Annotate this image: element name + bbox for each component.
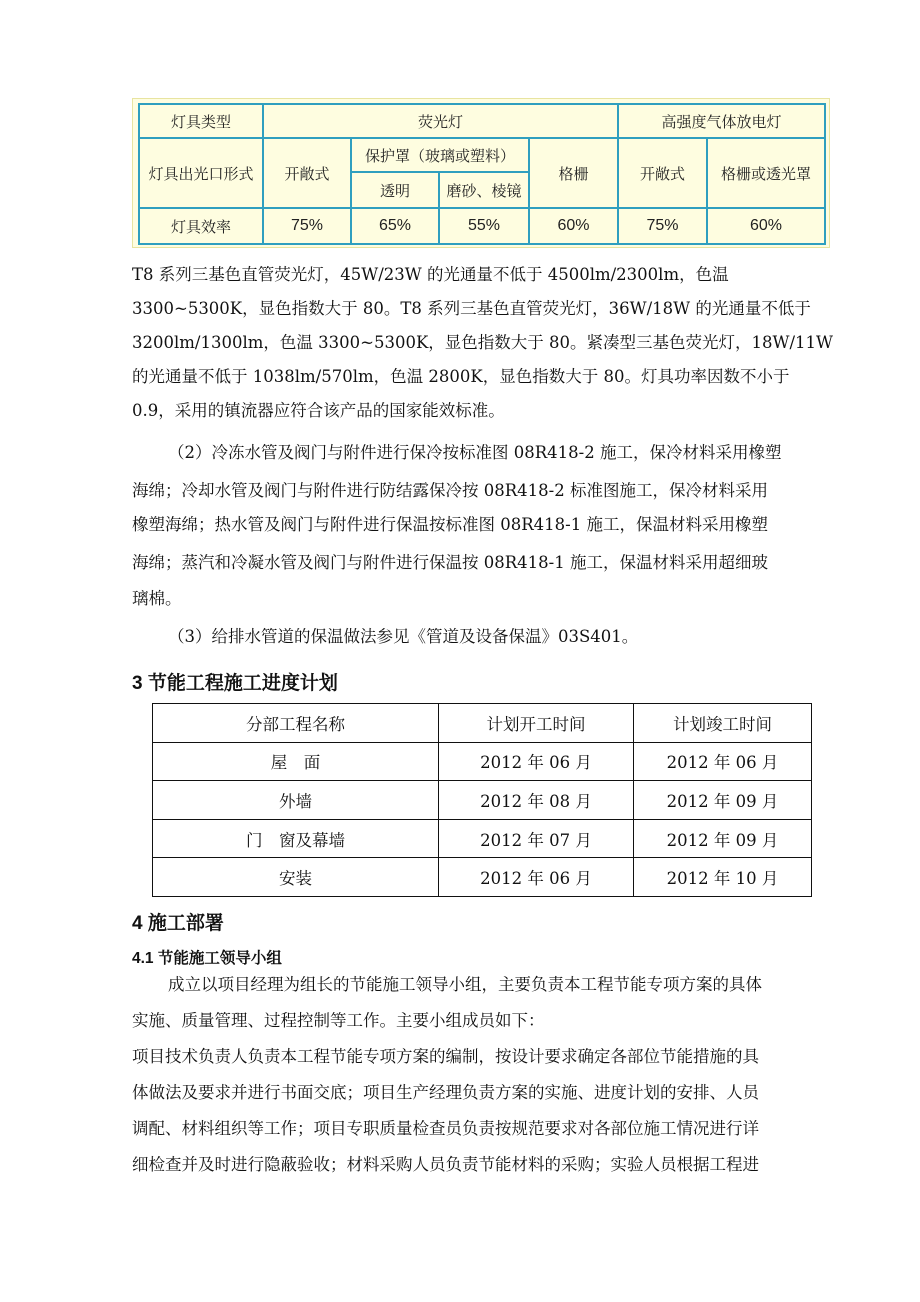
t8-line: 的光通量不低于 1038lm/570lm，色温 2800K，显色指数大于 80。灯具功率因数不小于 — [132, 367, 790, 386]
schedule-header: 计划开工时间 — [439, 704, 634, 743]
duty-line: 体做法及要求并进行书面交底；项目生产经理负责方案的实施、进度计划的安排、人员 — [132, 1083, 759, 1102]
schedule-table — [152, 703, 812, 897]
t8-line: T8 系列三基色直管荧光灯，45W/23W 的光通量不低于 4500lm/2300lm，色温 — [132, 265, 729, 284]
efficiency-value: 75% — [618, 208, 707, 244]
grille-or-cover-header: 格栅或透光罩 — [707, 138, 825, 208]
t8-line: 0.9，采用的镇流器应符合该产品的国家能效标准。 — [132, 401, 505, 420]
grille-header: 格栅 — [529, 138, 618, 208]
schedule-cell: 屋 面 — [153, 742, 439, 781]
lamp-efficiency-table-image — [132, 98, 830, 248]
efficiency-value: 60% — [707, 208, 825, 244]
schedule-cell: 外墙 — [153, 781, 439, 820]
lamp-efficiency-table — [138, 103, 826, 245]
efficiency-value: 65% — [351, 208, 439, 244]
schedule-cell: 2012 年 06 月 — [634, 742, 812, 781]
table-row — [153, 781, 812, 820]
duty-line: 细检查并及时进行隐蔽验收；材料采购人员负责节能材料的采购；实验人员根据工程进 — [132, 1155, 759, 1174]
item2-line: 海绵；冷却水管及阀门与附件进行防结露保冷按 08R418-2 标准图施工，保冷材料采用 — [132, 481, 768, 500]
protective-cover-header: 保护罩（玻璃或塑料） — [351, 138, 529, 172]
table-row — [153, 858, 812, 897]
item2-line: 璃棉。 — [132, 589, 182, 608]
section4-heading: 4 施工部署 — [132, 913, 224, 934]
schedule-header: 计划竣工时间 — [634, 704, 812, 743]
schedule-cell: 2012 年 09 月 — [634, 819, 812, 858]
schedule-cell: 2012 年 07 月 — [439, 819, 634, 858]
schedule-cell: 2012 年 10 月 — [634, 858, 812, 897]
item2-line: 橡塑海绵；热水管及阀门与附件进行保温按标准图 08R418-1 施工，保温材料采用橡塑 — [132, 515, 768, 534]
intro-line: 实施、质量管理、过程控制等工作。主要小组成员如下： — [132, 1011, 545, 1030]
efficiency-value: 55% — [439, 208, 529, 244]
outlet-form-label: 灯具出光口形式 — [139, 138, 263, 208]
transparent-header: 透明 — [351, 172, 439, 208]
efficiency-value: 75% — [263, 208, 351, 244]
lamp-type-label: 灯具类型 — [139, 104, 263, 138]
schedule-cell: 安装 — [153, 858, 439, 897]
table-row — [153, 742, 812, 781]
t8-line: 3200lm/1300lm，色温 3300~5300K，显色指数大于 80。紧凑型三基色荧光灯，18W/11W — [132, 333, 833, 352]
hid-header: 高强度气体放电灯 — [618, 104, 825, 138]
section3-heading: 3 节能工程施工进度计划 — [132, 673, 338, 694]
fluorescent-header: 荧光灯 — [263, 104, 618, 138]
duty-line: 项目技术负责人负责本工程节能专项方案的编制，按设计要求确定各部位节能措施的具 — [132, 1047, 759, 1066]
schedule-cell: 门 窗及幕墙 — [153, 819, 439, 858]
table-row — [153, 819, 812, 858]
item2-line: 海绵；蒸汽和冷凝水管及阀门与附件进行保温按 08R418-1 施工，保温材料采用超细玻 — [132, 553, 768, 572]
efficiency-label: 灯具效率 — [139, 208, 263, 244]
open-type-fluorescent: 开敞式 — [263, 138, 351, 208]
frosted-prism-header: 磨砂、棱镜 — [439, 172, 529, 208]
section4-1-heading: 4.1 节能施工领导小组 — [132, 950, 282, 967]
item2-line: （2）冷冻水管及阀门与附件进行保冷按标准图 08R418-2 施工，保冷材料采用橡塑 — [168, 443, 782, 462]
intro-line: 成立以项目经理为组长的节能施工领导小组，主要负责本工程节能专项方案的具体 — [168, 975, 762, 994]
efficiency-value: 60% — [529, 208, 618, 244]
schedule-cell: 2012 年 06 月 — [439, 742, 634, 781]
schedule-cell: 2012 年 09 月 — [634, 781, 812, 820]
schedule-cell: 2012 年 06 月 — [439, 858, 634, 897]
schedule-header: 分部工程名称 — [153, 704, 439, 743]
item3-paragraph: （3）给排水管道的保温做法参见《管道及设备保温》03S401。 — [168, 627, 639, 646]
open-type-hid: 开敞式 — [618, 138, 707, 208]
duty-line: 调配、材料组织等工作；项目专职质量检查员负责按规范要求对各部位施工情况进行详 — [132, 1119, 759, 1138]
t8-line: 3300~5300K，显色指数大于 80。T8 系列三基色直管荧光灯，36W/18W 的光通量不低于 — [132, 299, 811, 318]
schedule-cell: 2012 年 08 月 — [439, 781, 634, 820]
